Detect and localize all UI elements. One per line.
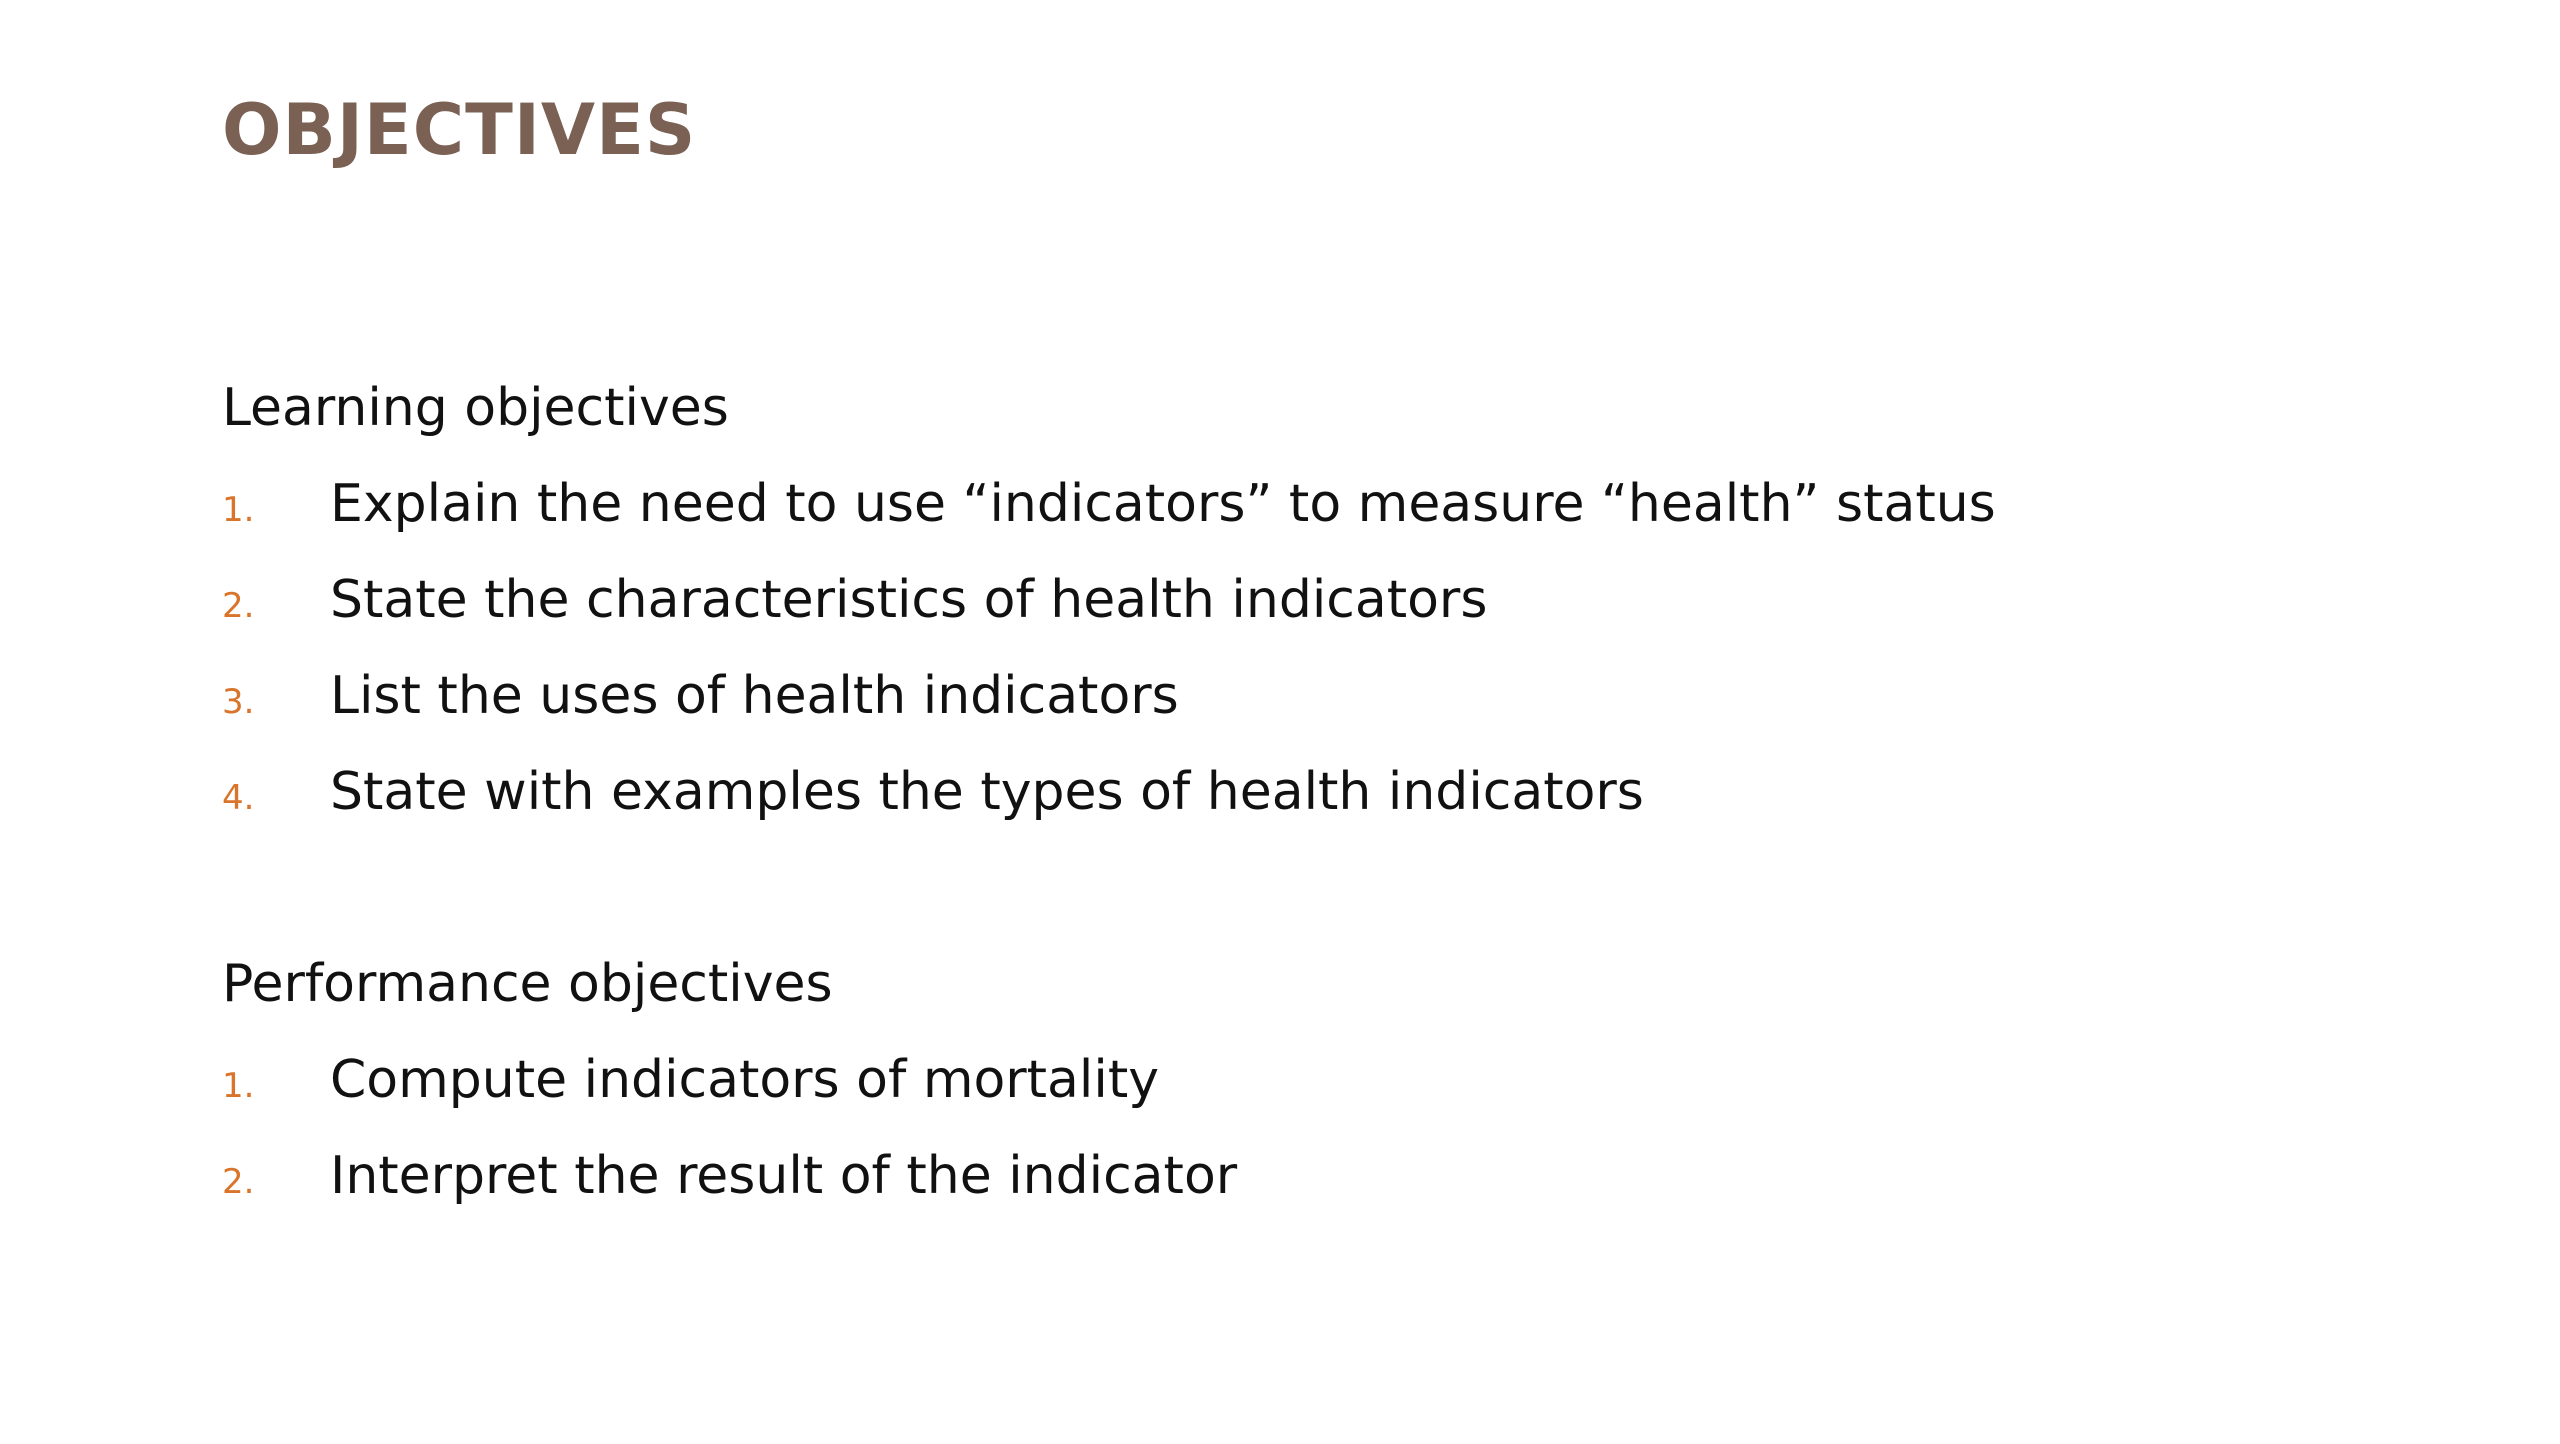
list-item (222, 744, 2422, 840)
learning-objectives-list (222, 456, 2422, 840)
list-item (222, 1032, 2422, 1128)
list-item-text: Explain the need to use “indicators” to measure “health” status (330, 474, 1996, 534)
performance-objectives-list (222, 1032, 2422, 1224)
list-item (222, 1128, 2422, 1224)
performance-objectives-heading: Performance objectives (222, 954, 833, 1014)
slide-title: OBJECTIVES (222, 89, 697, 171)
section-spacer (222, 840, 2422, 936)
list-number: 2. (222, 1162, 255, 1202)
list-item-text: Compute indicators of mortality (330, 1050, 1159, 1110)
list-item-text: Interpret the result of the indicator (330, 1146, 1238, 1206)
slide-body (222, 360, 2422, 1224)
list-item-text: List the uses of health indicators (330, 666, 1179, 726)
learning-objectives-heading: Learning objectives (222, 378, 729, 438)
list-item-text: State with examples the types of health indicators (330, 762, 1644, 822)
list-number: 1. (222, 1066, 255, 1106)
list-number: 2. (222, 586, 255, 626)
list-number: 4. (222, 778, 255, 818)
list-number: 3. (222, 682, 255, 722)
list-item-text: State the characteristics of health indicators (330, 570, 1488, 630)
list-item (222, 648, 2422, 744)
list-item (222, 552, 2422, 648)
list-number: 1. (222, 490, 255, 530)
list-item (222, 456, 2422, 552)
